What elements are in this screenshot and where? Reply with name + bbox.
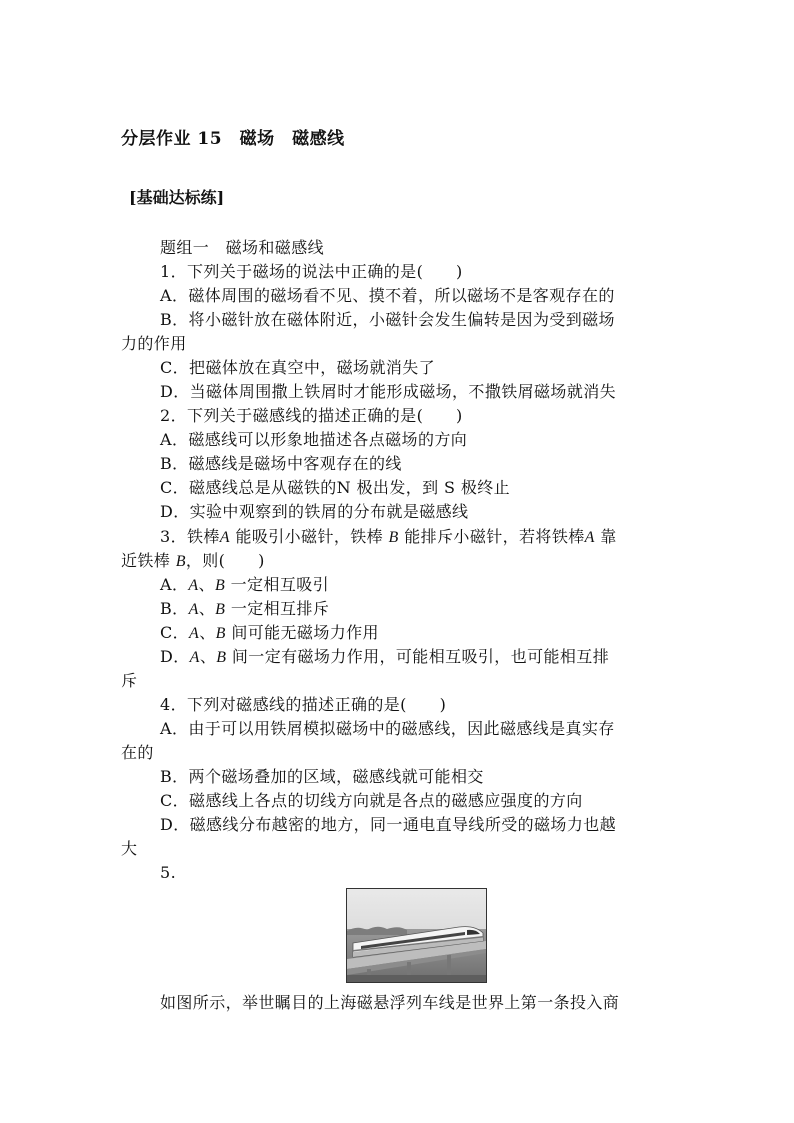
question-1-option-c: C．把磁体放在真空中，磁场就消失了 — [160, 358, 436, 377]
question-3-option-d: D．A、B 间一定有磁场力作用，可能相互吸引，也可能相互排 — [160, 647, 610, 666]
question-3-option-b: B．A、B 一定相互排斥 — [160, 599, 330, 618]
question-5-number: 5. — [160, 863, 177, 882]
question-4-option-a-continued: 在的 — [121, 743, 154, 762]
question-4-option-b: B．两个磁场叠加的区域，磁感线就可能相交 — [160, 767, 484, 786]
question-1-stem: 1．下列关于磁场的说法中正确的是( ) — [160, 262, 463, 281]
question-2-option-b: B．磁感线是磁场中客观存在的线 — [160, 454, 402, 473]
question-4-option-d: D．磁感线分布越密的地方，同一通电直导线所受的磁场力也越 — [160, 815, 617, 834]
question-4-option-c: C．磁感线上各点的切线方向就是各点的磁感应强度的方向 — [160, 791, 583, 810]
question-4-option-d-continued: 大 — [121, 839, 138, 858]
group-heading: 题组一 磁场和磁感线 — [160, 238, 325, 257]
question-1-option-a: A．磁体周围的磁场看不见、摸不着，所以磁场不是客观存在的 — [160, 286, 615, 305]
question-1-option-b-continued: 力的作用 — [121, 334, 187, 353]
question-3-option-d-continued: 斥 — [121, 671, 138, 690]
question-1-option-b: B．将小磁针放在磁体附近，小磁针会发生偏转是因为受到磁场 — [160, 310, 615, 329]
question-3-option-c: C．A、B 间可能无磁场力作用 — [160, 623, 379, 642]
question-2-stem: 2．下列关于磁感线的描述正确的是( ) — [160, 406, 463, 425]
question-2-option-c: C．磁感线总是从磁铁的N 极出发，到 S 极终止 — [160, 478, 511, 497]
question-4-stem: 4．下列对磁感线的描述正确的是( ) — [160, 695, 447, 714]
question-5-stem: 如图所示，举世瞩目的上海磁悬浮列车线是世界上第一条投入商 — [160, 993, 620, 1012]
question-3-option-a: A．A、B 一定相互吸引 — [160, 575, 330, 594]
question-2-option-a: A．磁感线可以形象地描述各点磁场的方向 — [160, 430, 468, 449]
question-1-option-d: D．当磁体周围撒上铁屑时才能形成磁场，不撒铁屑磁场就消失 — [160, 382, 617, 401]
question-3-stem-continued: 近铁棒 B，则( ) — [121, 551, 265, 570]
page-title: 分层作业 15 磁场 磁感线 — [121, 129, 345, 149]
maglev-train-photo — [346, 888, 487, 983]
question-2-option-d: D．实验中观察到的铁屑的分布就是磁感线 — [160, 502, 469, 521]
question-3-stem: 3．铁棒A 能吸引小磁针，铁棒 B 能排斥小磁针，若将铁棒A 靠 — [160, 527, 617, 546]
question-4-option-a: A．由于可以用铁屑模拟磁场中的磁感线，因此磁感线是真实存 — [160, 719, 615, 738]
section-heading: [基础达标练] — [129, 188, 225, 207]
